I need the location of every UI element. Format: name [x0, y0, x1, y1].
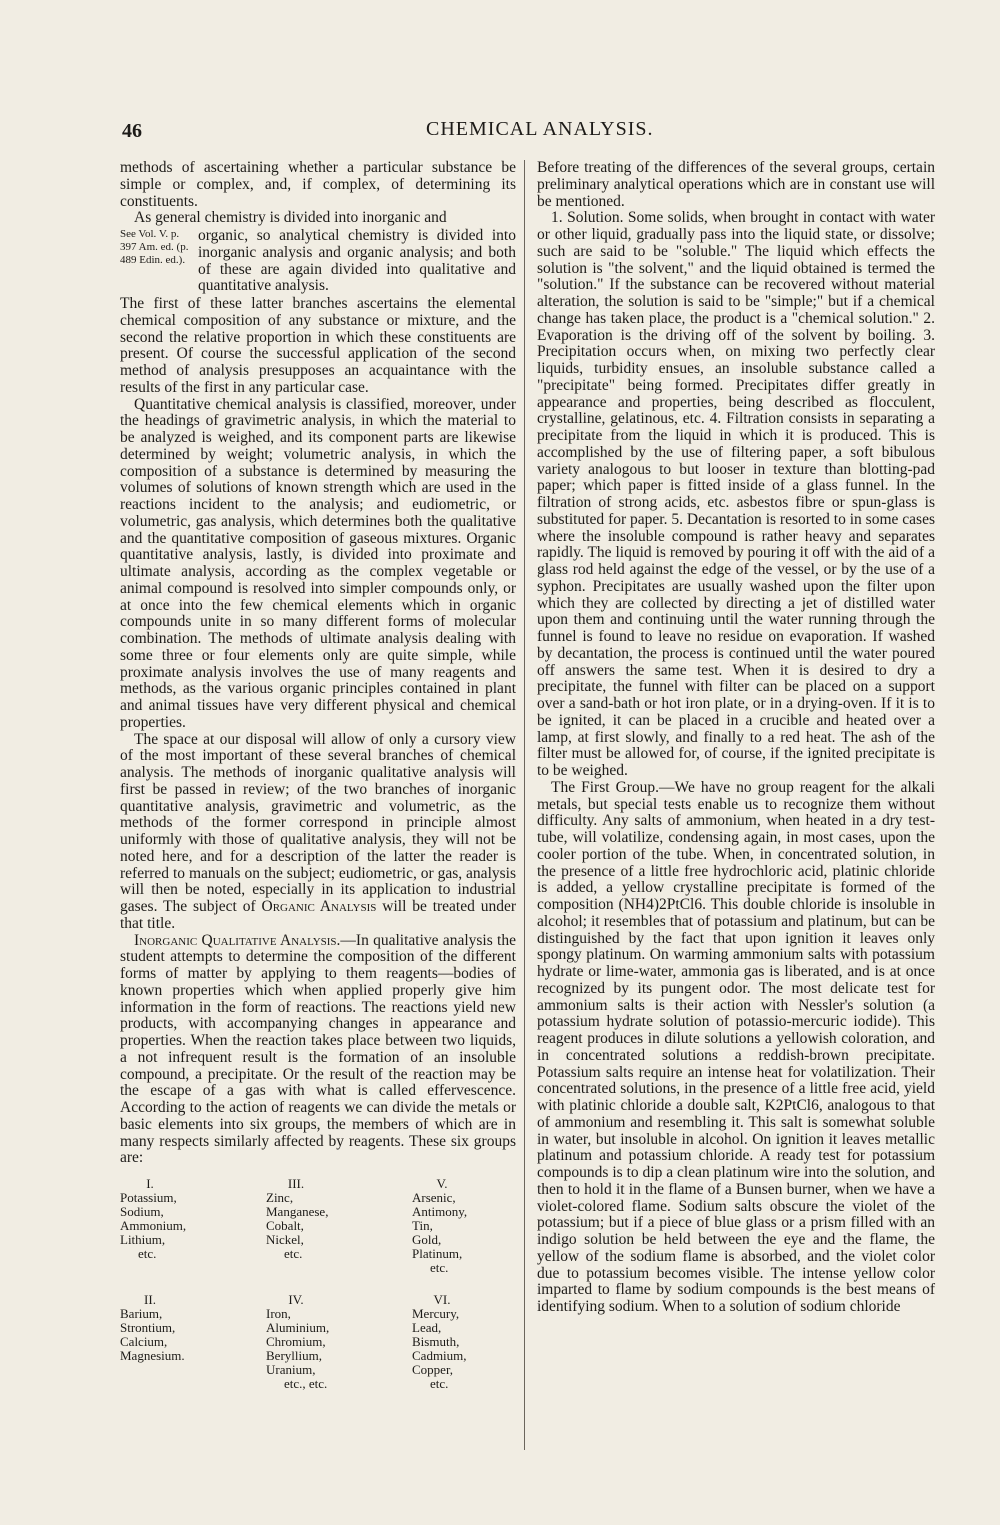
- group-etc: etc., etc.: [284, 1376, 328, 1391]
- group-item: Uranium,: [266, 1362, 316, 1377]
- paragraph: organic, so analytical chemistry is divided into inorganic analysis and organic analysis; and both of these are again divided into qualitative and quantitative analysis.: [198, 227, 516, 295]
- group-item: Calcium,: [120, 1334, 168, 1349]
- right-column: [537, 160, 935, 1316]
- group-number: IV.: [288, 1292, 304, 1307]
- group-item: Strontium,: [120, 1320, 176, 1335]
- running-head: CHEMICAL ANALYSIS.: [426, 118, 654, 140]
- group-etc: etc.: [138, 1246, 157, 1261]
- group: [412, 1177, 522, 1275]
- group-item: Potassium,: [120, 1190, 177, 1205]
- paragraph: [120, 933, 516, 1168]
- group-item: Beryllium,: [266, 1348, 322, 1363]
- group-item: Lead,: [412, 1320, 442, 1335]
- group: [120, 1293, 260, 1391]
- group-item: Cadmium,: [412, 1348, 467, 1363]
- paragraph: Quantitative chemical analysis is classified, moreover, under the headings of gravimetric analysis, in which the material to be analyzed is weighed, and its component parts are likewise determined by weight; volumetric analysis, in which the composition of a substance is determined by measuring the volumes of solutions of known strength which are used in the reactions incident to the analysis; and eudiometric, or volumetric, gas analysis, which determines both the qualitative and the quantitative composition of gaseous mixtures. Organic quantitative analysis, lastly, is divided into proximate and ultimate analysis, according as the complex vegetable or animal compound is resolved into simpler compounds only, or at once into the few chemical elements which in organic compounds unite in so many different forms of molecular combination. The methods of ultimate analysis dealing with some three or four elements only are quite simple, while proximate analysis involves the use of many reagents and methods, as the various organic principles contained in plant and animal tissues have very different physical and chemical properties.: [120, 395, 516, 731]
- group: [120, 1177, 260, 1275]
- group-item: Cobalt,: [266, 1218, 304, 1233]
- section-heading: Inorganic Qualitative Analysis.: [134, 931, 341, 949]
- column-rule: [524, 160, 525, 1450]
- paragraph: 1. Solution. Some solids, when brought in contact with water or other liquid, gradually pass into the liquid state, or dissolve; such are said to be "soluble." The liquid which effects the solution is "the solvent," and the liquid obtained is termed the "solution." If the substance can be recovered without material alteration, the solution is said to be "simple;" but if a chemical change has taken place, the product is a "chemical solution." 2. Evaporation is the driving off of the solvent by boiling. 3. Precipitation occurs when, on mixing two perfectly clear liquids, turbidity ensues, an insoluble substance called a "precipitate" being formed. Precipitates differ greatly in appearance and properties, being described as flocculent, crystalline, gelatinous, etc. 4. Filtration consists in separating a precipitate from the liquid in which it is produced. This is accomplished by the use of filtering paper, a soft bibulous variety analogous to but looser in texture than blotting-pad paper; which paper is fitted inside of a glass funnel. In the filtration of strong acids, etc. asbestos fibre or spun-glass is substituted for paper. 5. Decantation is resorted to in some cases where the insoluble compound is rather heavy and separates rapidly. The liquid is removed by pouring it off with the aid of a glass rod held against the edge of the vessel, or by the use of a syphon. Precipitates are usually washed upon the filter upon which they are collected by directing a jet of distilled water upon them and continuing until the water running through the funnel is found to leave no residue on evaporation. If washed by decantation, the process is continued until the water poured off answers the same test. When it is desired to dry a precipitate, the funnel with filter can be placed on a support over a sand-bath or hot iron plate, or in a drying-oven. If it is to be ignited, it can be placed in a crucible and heated over a lamp, at first slowly, and finally to a red heat. The ash of the filter must be allowed for, of course, if the ignited precipitate is to be weighed.: [537, 209, 935, 779]
- group-number: III.: [287, 1176, 305, 1191]
- element-groups: [120, 1177, 516, 1391]
- group-number: V.: [436, 1176, 448, 1191]
- small-caps-term: Organic Analysis: [261, 898, 377, 915]
- group-item: Copper,: [412, 1362, 453, 1377]
- group-item: Aluminium,: [266, 1320, 330, 1335]
- group-item: Magnesium.: [120, 1348, 185, 1363]
- group: [412, 1293, 522, 1391]
- group-item: Chromium,: [266, 1334, 326, 1349]
- group-item: Antimony,: [412, 1204, 468, 1219]
- group-item: Ammonium,: [120, 1218, 187, 1233]
- group-item: Platinum,: [412, 1246, 463, 1261]
- group-item: Gold,: [412, 1232, 442, 1247]
- text: The space at our disposal will allow of only a cursory view of the most important of these several branches of chemical analysis. The methods of inorganic qualitative analysis will first be passed in review; of the two branches of inorganic quantitative analysis, gravimetric and volumetric, as the methods of the former correspond in principle almost uniformly with those of qualitative analysis, they will not be noted here, and for a description of the latter the reader is referred to manuals on the subject; eudiometric, or gas, analysis will then be noted, especially in its application to industrial gases. The subject of: [120, 730, 516, 915]
- group-item: Mercury,: [412, 1306, 460, 1321]
- group-etc: etc.: [430, 1376, 449, 1391]
- text: will be treated under that title.: [120, 898, 517, 932]
- group-item: Tin,: [412, 1218, 433, 1233]
- paragraph: As general chemistry is divided into inorganic and: [134, 209, 447, 227]
- sidenote-block: [120, 228, 516, 295]
- group-item: Bismuth,: [412, 1334, 460, 1349]
- left-column: [120, 160, 516, 1391]
- group-item: Nickel,: [266, 1232, 304, 1247]
- paragraph: The first of these latter branches ascertains the elemental chemical composition of any substance or mixture, and the second the relative proportion in which these constituents are present. Of course the successful application of the second method of analysis presupposes an acquaintance with the results of the first in any particular case.: [120, 295, 516, 396]
- page-number: 46: [122, 120, 142, 142]
- group-item: Arsenic,: [412, 1190, 456, 1205]
- group-item: Barium,: [120, 1306, 163, 1321]
- group-etc: etc.: [430, 1260, 449, 1275]
- group-number: II.: [144, 1292, 156, 1307]
- text: —In qualitative analysis the student attempts to determine the composition of the different forms of matter by applying to them reagents—bodies of known properties which when applied properly give him information in the form of reactions. The reactions yield new products, with accompanying changes in appearance and properties. When the reaction takes place between two liquids, a not infrequent result is the formation of an insoluble compound, a precipitate. Or the result of the reaction may be the escape of a gas with what is called effervescence. According to the action of reagents we can divide the metals or basic elements into six groups, the members of which are in many respects similarly affected by reagents. These six groups are:: [120, 931, 516, 1167]
- group-number: VI.: [433, 1292, 451, 1307]
- group-item: Manganese,: [266, 1204, 329, 1219]
- paragraph: The First Group.—We have no group reagent for the alkali metals, but special tests enable us to recognize them without difficulty. Any salts of ammonium, when heated in a dry test-tube, will volatilize, condensing again, in most cases, upon the cooler portion of the tube. When, in concentrated solution, in the presence of a little free hydrochloric acid, platinic chloride is added, a yellow crystalline precipitate is formed of the composition (NH4)2PtCl6. This double chloride is insoluble in alcohol; it resembles that of potassium and platinum, but can be distinguished by the fact that upon ignition it leaves only spongy platinum. On warming ammonium salts with potassium hydrate or lime-water, ammonia gas is liberated, and is at once recognized by its pungent odor. The most delicate test for ammonium salts is their action with Nessler's solution (a potassium hydrate solution of potassio-mercuric iodide). This reagent produces in dilute solutions a yellowish coloration, and in concentrated solutions a reddish-brown precipitate. Potassium salts require an intense heat for volatilization. Their concentrated solutions, in the presence of a little free acid, yield with platinic chloride a double salt, K2PtCl6, analogous to that of ammonium and resembling it. This salt is somewhat soluble in water, but insoluble in alcohol. On ignition it leaves metallic platinum and potassium chloride. A ready test for potassium compounds is to dip a clean platinum wire into the solution, and then to hold it in the flame of a Bunsen burner, when we have a violet-colored flame. Sodium salts obscure the violet of the potassium; but if a piece of blue glass or a prism filled with an indigo solution be held between the eye and the flame, the yellow of the sodium flame is absorbed, and the violet color due to potassium becomes visible. The intense yellow color imparted to flame by sodium compounds is the best means of identifying sodium. When to a solution of sodium chloride: [537, 778, 935, 1315]
- group-item: Lithium,: [120, 1232, 166, 1247]
- paragraph: [120, 732, 516, 933]
- sidenote: See Vol. V. p. 397 Am. ed. (p. 489 Edin. ed.).: [120, 228, 189, 266]
- group-item: Iron,: [266, 1306, 291, 1321]
- paragraph: methods of ascertaining whether a particular substance be simple or complex, and, if complex, of determining its constituents.: [120, 159, 516, 210]
- group: [266, 1177, 406, 1275]
- group-etc: etc.: [284, 1246, 303, 1261]
- paragraph: Before treating of the differences of the several groups, certain preliminary analytical operations which are in constant use will be mentioned.: [537, 159, 935, 210]
- group-number: I.: [146, 1176, 154, 1191]
- group-item: Zinc,: [266, 1190, 294, 1205]
- group: [266, 1293, 406, 1391]
- group-item: Sodium,: [120, 1204, 164, 1219]
